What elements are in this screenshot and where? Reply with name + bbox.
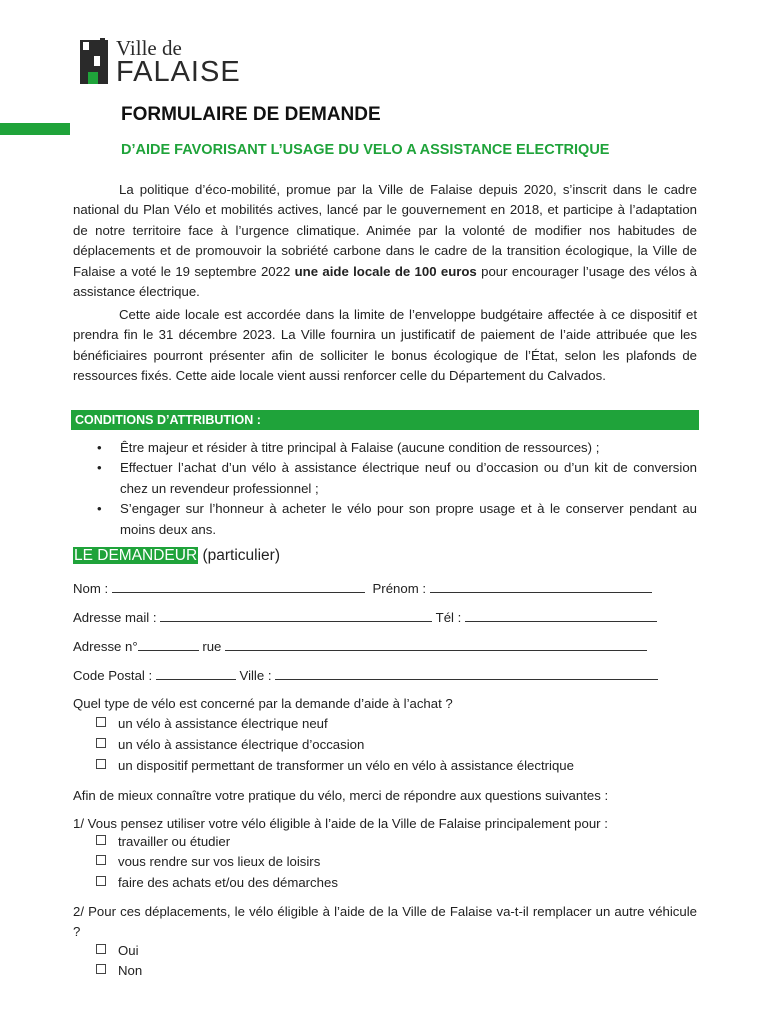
logo-line1: Ville de bbox=[116, 36, 182, 60]
option-type-kit[interactable] bbox=[96, 758, 574, 773]
option-label: Non bbox=[118, 963, 143, 978]
nom-label: Nom : bbox=[73, 581, 109, 596]
option-q1-work[interactable] bbox=[96, 834, 230, 849]
intro-p1-text: La politique d’éco-mobilité, promue par la Ville de Falaise depuis 2020, s’inscrit dans le cadre national du Plan Vélo et mobilités actives, lancé par le gouvernement en 2018, et participe à l’adaptation de notre territoire face à l’urgence climatique. Animée par la volonté de modifier nos habitudes de déplacements et de promouvoir la sobriété carbone dans le cadre de la transition écologique, la Ville de Falaise a voté le 19 septembre 2022 bbox=[73, 182, 697, 279]
option-label: faire des achats et/ou des démarches bbox=[118, 875, 338, 890]
prenom-field[interactable] bbox=[430, 580, 652, 593]
intro-paragraph-1 bbox=[73, 180, 697, 302]
demandeur-heading-suffix: (particulier) bbox=[198, 547, 280, 564]
demandeur-heading-label: LE DEMANDEUR bbox=[74, 547, 198, 564]
checkbox[interactable] bbox=[96, 759, 106, 769]
city-row bbox=[73, 667, 658, 683]
list-item: • Être majeur et résider à titre principal à Falaise (aucune condition de ressources) ; bbox=[93, 438, 697, 458]
questions-intro: Afin de mieux connaître votre pratique du vélo, merci de répondre aux questions suivantes : bbox=[73, 788, 609, 803]
checkbox[interactable] bbox=[96, 738, 106, 748]
accent-bar bbox=[0, 123, 70, 135]
option-label: un vélo à assistance électrique d’occasion bbox=[118, 737, 365, 752]
option-q2-non[interactable] bbox=[96, 963, 142, 978]
option-q2-oui[interactable] bbox=[96, 943, 139, 958]
question-2: 2/ Pour ces déplacements, le vélo éligible à l’aide de la Ville de Falaise va-t-il remplacer un autre véhicule ? bbox=[73, 904, 697, 940]
tel-field[interactable] bbox=[465, 609, 657, 622]
castle-logo-icon bbox=[80, 38, 110, 86]
page-title: FORMULAIRE DE DEMANDE bbox=[121, 104, 381, 125]
code-postal-field[interactable] bbox=[156, 667, 236, 680]
conditions-list bbox=[93, 438, 697, 540]
name-row bbox=[73, 580, 652, 596]
list-item: • S’engager sur l’honneur à acheter le vélo pour son propre usage et à le conserver pendant au moins deux ans. bbox=[93, 499, 697, 540]
checkbox[interactable] bbox=[96, 717, 106, 727]
nom-field[interactable] bbox=[112, 580, 365, 593]
option-label: vous rendre sur vos lieux de loisirs bbox=[118, 854, 321, 869]
city-logo bbox=[80, 36, 270, 90]
intro-p2-text: Cette aide locale est accordée dans la limite de l’enveloppe budgétaire affectée à ce dispositif et prendra fin le 31 décembre 2023. La Ville fournira un justificatif de paiement de l’aide attribuée que les bénéficiaires pourront présenter afin de solliciter le bonus écologique de l’État, selon les plafonds de ressources fixés. Cette aide locale vient aussi renforcer celle du Département du Calvados. bbox=[73, 307, 697, 384]
ville-field[interactable] bbox=[275, 667, 658, 680]
option-type-new[interactable] bbox=[96, 716, 328, 731]
adresse-no-label: Adresse n° bbox=[73, 639, 138, 654]
tel-label: Tél : bbox=[435, 610, 462, 625]
checkbox[interactable] bbox=[96, 855, 106, 865]
address-row bbox=[73, 638, 647, 654]
option-label: travailler ou étudier bbox=[118, 834, 231, 849]
checkbox[interactable] bbox=[96, 876, 106, 886]
rue-label: rue bbox=[202, 639, 222, 654]
email-row bbox=[73, 609, 657, 625]
checkbox[interactable] bbox=[96, 835, 106, 845]
question-1: 1/ Vous pensez utiliser votre vélo éligible à l’aide de la Ville de Falaise principalement pour : bbox=[73, 816, 608, 831]
logo-line2: FALAISE bbox=[116, 56, 241, 88]
email-field[interactable] bbox=[160, 609, 432, 622]
checkbox[interactable] bbox=[96, 944, 106, 954]
demandeur-heading bbox=[73, 547, 280, 565]
checkbox[interactable] bbox=[96, 964, 106, 974]
prenom-label: Prénom : bbox=[372, 581, 427, 596]
option-label: Oui bbox=[118, 943, 139, 958]
option-q1-leisure[interactable] bbox=[96, 854, 320, 869]
rue-field[interactable] bbox=[225, 638, 647, 651]
question-type: Quel type de vélo est concerné par la demande d’aide à l’achat ? bbox=[73, 696, 453, 711]
conditions-heading: CONDITIONS D’ATTRIBUTION : bbox=[71, 410, 699, 430]
option-type-used[interactable] bbox=[96, 737, 364, 752]
adresse-no-field[interactable] bbox=[138, 638, 199, 651]
option-label: un vélo à assistance électrique neuf bbox=[118, 716, 328, 731]
option-label: un dispositif permettant de transformer un vélo en vélo à assistance électrique bbox=[118, 758, 574, 773]
ville-label: Ville : bbox=[239, 668, 272, 683]
page-subtitle: D’AIDE FAVORISANT L’USAGE DU VELO A ASSISTANCE ELECTRIQUE bbox=[121, 142, 610, 158]
option-q1-shopping[interactable] bbox=[96, 875, 338, 890]
email-label: Adresse mail : bbox=[73, 610, 157, 625]
intro-p1-end: pour encourager l’usage des vélos à assistance électrique. bbox=[73, 263, 698, 300]
list-item: • Effectuer l’achat d’un vélo à assistance électrique neuf ou d’occasion ou d’un kit de conversion chez un revendeur professionnel ; bbox=[93, 458, 697, 499]
intro-paragraph-2 bbox=[73, 305, 697, 387]
intro-p1-bold: une aide locale de 100 euros bbox=[294, 263, 477, 279]
code-postal-label: Code Postal : bbox=[73, 668, 153, 683]
